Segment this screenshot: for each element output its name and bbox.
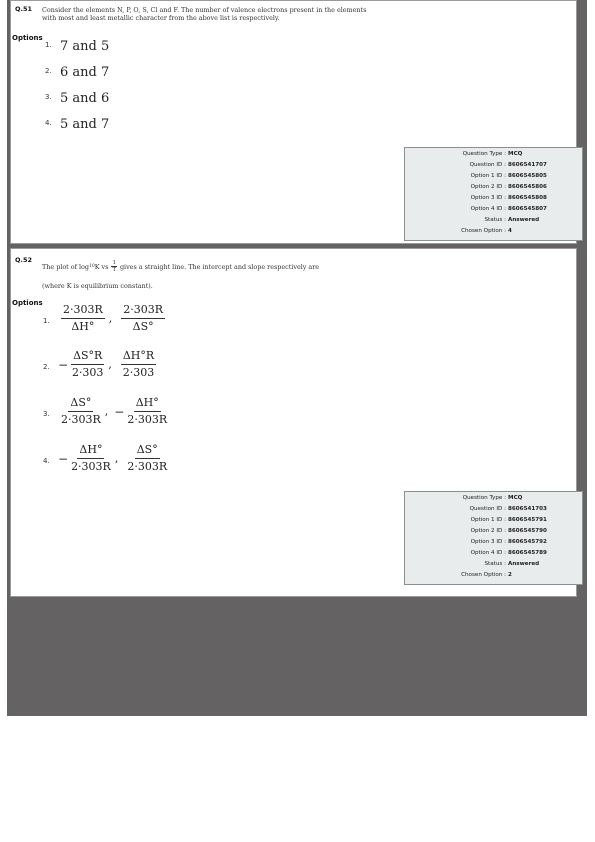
- option-1-math[interactable]: [58, 304, 165, 333]
- options-label: Options: [12, 34, 43, 42]
- meta-key: Question Type :: [462, 495, 506, 501]
- fraction-numerator: ΔS°: [68, 397, 93, 412]
- fraction-denominator: ΔH°: [71, 319, 95, 333]
- question-text-part: The plot of log: [42, 262, 89, 271]
- question-metadata-panel: [404, 491, 583, 585]
- option-number: 1.: [43, 317, 50, 325]
- meta-key: Question ID :: [469, 506, 506, 512]
- meta-key: Option 2 ID :: [470, 184, 506, 190]
- option-3-id-value: 8606545808: [508, 195, 547, 201]
- comma: ,: [114, 452, 119, 466]
- option-number: 2.: [45, 67, 52, 75]
- fraction-numerator: ΔH°R: [121, 350, 156, 365]
- fraction: [61, 304, 105, 333]
- fraction-denominator: 2·303R: [127, 412, 168, 426]
- fraction-denominator: 2·303R: [71, 459, 111, 473]
- option-1-id-value: 8606545791: [508, 517, 547, 523]
- meta-key: Status :: [484, 561, 506, 567]
- option-3-id-value: 8606545792: [508, 539, 547, 545]
- status-value: Answered: [508, 217, 540, 223]
- meta-key: Question ID :: [469, 162, 506, 168]
- question-text: [42, 6, 366, 22]
- meta-key: Option 4 ID :: [470, 206, 506, 212]
- option-number: 3.: [43, 410, 50, 418]
- question-type-value: MCQ: [508, 151, 523, 157]
- question-type-value: MCQ: [508, 495, 523, 501]
- question-metadata-panel: [404, 147, 583, 241]
- meta-key: Option 1 ID :: [470, 173, 506, 179]
- fraction: [127, 397, 167, 426]
- option-1-text[interactable]: 7 and 5: [60, 39, 110, 54]
- option-1-id-value: 8606545805: [508, 173, 547, 179]
- option-3-math[interactable]: [58, 397, 167, 426]
- option-number: 4.: [45, 119, 52, 127]
- option-2-math[interactable]: [58, 350, 156, 379]
- fraction-denominator: 2·303R: [61, 412, 101, 426]
- question-text-line: with most and least metallic character from the above list is respectively.: [42, 14, 280, 22]
- comma: ,: [108, 358, 112, 372]
- option-2-text[interactable]: 6 and 7: [60, 65, 110, 80]
- meta-key: Option 4 ID :: [470, 550, 506, 556]
- fraction: [71, 444, 111, 473]
- fraction-denominator: 2·303R: [127, 459, 168, 473]
- fraction-denominator: 2·303: [71, 365, 104, 379]
- meta-key: Option 3 ID :: [470, 195, 506, 201]
- question-number: Q.51: [15, 5, 33, 13]
- fraction: [121, 350, 156, 379]
- status-value: Answered: [508, 561, 540, 567]
- meta-key: Status :: [484, 217, 506, 223]
- question-card-52: [10, 248, 577, 597]
- option-2-id-value: 8606545806: [508, 184, 547, 190]
- fraction-numerator: 2·303R: [61, 304, 105, 319]
- question-text-part: K vs: [94, 262, 109, 271]
- chosen-option-value: 4: [508, 228, 512, 234]
- fraction-numerator: 1: [112, 260, 116, 266]
- option-number: 1.: [45, 41, 52, 49]
- question-card-51: [10, 0, 577, 244]
- option-number: 4.: [43, 457, 50, 465]
- fraction-numerator: ΔH°: [134, 397, 161, 412]
- question-id-value: 8606541707: [508, 162, 547, 168]
- log-subscript: 10: [89, 263, 95, 269]
- fraction-numerator: ΔH°: [77, 444, 104, 459]
- inline-fraction: [111, 260, 117, 273]
- comma: ,: [108, 312, 113, 326]
- chosen-option-value: 2: [508, 572, 512, 578]
- fraction-numerator: 2·303R: [121, 304, 165, 319]
- minus-sign: −: [58, 451, 69, 466]
- meta-key: Chosen Option :: [461, 228, 506, 234]
- comma: ,: [104, 405, 109, 419]
- meta-key: Question Type :: [462, 151, 506, 157]
- question-text: [42, 260, 319, 273]
- meta-key: Option 3 ID :: [470, 539, 506, 545]
- option-4-id-value: 8606545807: [508, 206, 547, 212]
- fraction: [61, 397, 101, 426]
- question-text-part: gives a straight line. The intercept and slope respectively are: [119, 262, 320, 271]
- option-2-id-value: 8606545790: [508, 528, 547, 534]
- option-3-text[interactable]: 5 and 6: [60, 91, 110, 106]
- option-number: 2.: [43, 363, 50, 371]
- fraction-numerator: ΔS°: [135, 444, 160, 459]
- option-4-math[interactable]: [58, 444, 167, 473]
- option-4-text[interactable]: 5 and 7: [60, 117, 110, 132]
- fraction: [127, 444, 167, 473]
- minus-sign: −: [58, 357, 69, 372]
- meta-key: Option 2 ID :: [470, 528, 506, 534]
- fraction-denominator: 2·303: [122, 365, 155, 379]
- option-number: 3.: [45, 93, 52, 101]
- fraction-denominator: T: [112, 267, 117, 274]
- question-number: Q.52: [15, 256, 33, 264]
- option-4-id-value: 8606545789: [508, 550, 547, 556]
- fraction-denominator: ΔS°: [132, 319, 154, 333]
- meta-key: Chosen Option :: [461, 572, 506, 578]
- fraction: [71, 350, 104, 379]
- minus-sign: −: [114, 404, 125, 419]
- fraction-numerator: ΔS°R: [71, 350, 104, 365]
- fraction: [121, 304, 165, 333]
- question-text-line: Consider the elements N, P, O, S, Cl and F. The number of valence electrons present in the elements: [42, 6, 367, 14]
- question-id-value: 8606541703: [508, 506, 547, 512]
- meta-key: Option 1 ID :: [470, 517, 506, 523]
- options-label: Options: [12, 299, 43, 307]
- question-text-line: (where K is equilibrium constant).: [42, 282, 153, 290]
